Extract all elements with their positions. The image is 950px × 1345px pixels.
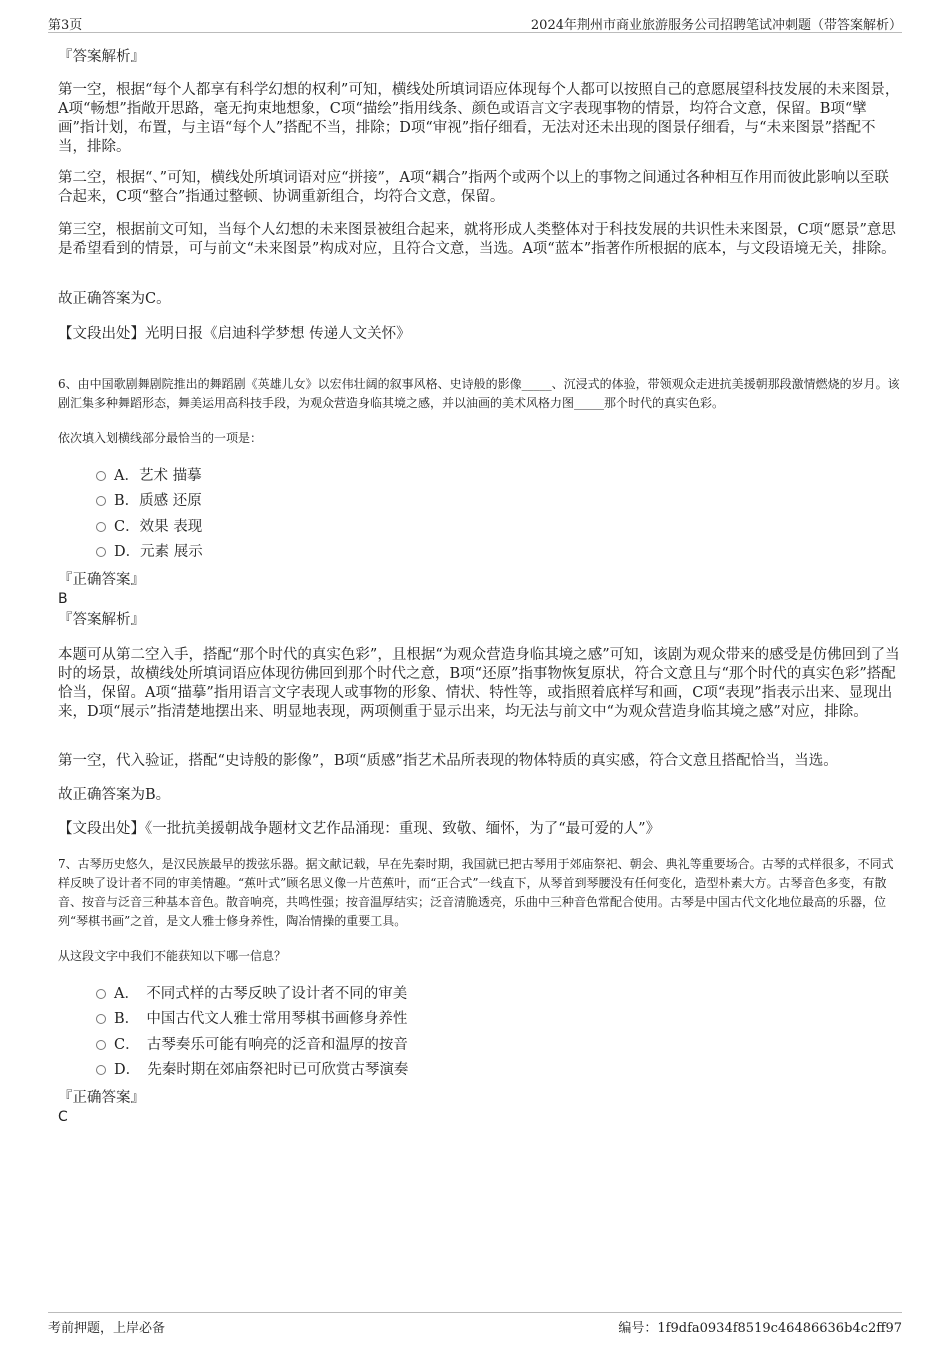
q6-option-b-label: B．质感 还原 (114, 493, 202, 509)
q6-answer-label: 『正确答案』 (58, 572, 145, 588)
q7-option-b-label: B． 中国古代文人雅士常用琴棋书画修身养性 (114, 1011, 408, 1027)
q6-option-c-label: C．效果 表现 (114, 519, 203, 535)
q7-option-a-label: A． 不同式样的古琴反映了设计者不同的审美 (114, 986, 408, 1002)
q7-stem: 7、古琴历史悠久，是汉民族最早的拨弦乐器。据文献记载，早在先秦时期，我国就已把古琴用于郊庙祭祀、朝会、典礼等重要场合。古琴的式样很多，不同式样反映了设计者不同的审美情趣。“蕉叶式”顾名思义像一片芭蕉叶，而“正合式”一线直下，从琴首到琴腰没有任何变化，造型朴素大方。古琴音色多变，有散音、按音与泛音三种基本音色。散音响亮，共鸣性强；按音温厚结实；泛音清脆透亮，乐曲中三种音色常配合使用。古琴是中国古代文化地位最高的乐器，位列“琴棋书画”之首，是文人雅士修身养性，陶冶情操的重要工具。 (58, 857, 894, 928)
q7-option-d-label: D． 先秦时期在郊庙祭祀时已可欣赏古琴演奏 (114, 1062, 409, 1078)
q5-analysis-paragraph-3: 第三空，根据前文可知，当每个人幻想的未来图景被组合起来，就将形成人类整体对于科技发展的共识性未来图景，C项“愿景”意思是希望看到的情景，可与前文“未来图景”构成对应，且符合文意，当选。A项“蓝本”指著作所根据的底本，与文段语境无关，排除。 (58, 222, 896, 257)
q6-answer-summary: 故正确答案为B。 (58, 787, 171, 803)
q5-analysis-paragraph-1: 第一空，根据“每个人都享有科学幻想的权利”可知，横线处所填词语应体现每个人都可以按照自己的意愿展望科技发展的未来图景，A项“畅想”指敞开思路，毫无拘束地想象，C项“描绘”指用线条、颜色或语言文字表现事物的情景，均符合文意，保留。B项“擘画”指计划，布置，与主语“每个人”搭配不当，排除；D项“审视”指仔细看，无法对还未出现的图景仔细看，与“未来图景”搭配不当，排除。 (58, 82, 900, 155)
q6-option-d[interactable] (96, 542, 203, 562)
page-footer (48, 1312, 902, 1336)
footer-slogan: 考前押题，上岸必备 (48, 1321, 166, 1336)
q6-option-b[interactable] (96, 491, 202, 511)
page-header (48, 12, 902, 33)
radio-icon[interactable] (96, 1065, 106, 1075)
document-id: 编号：1f9dfa0934f8519c46486636b4c2ff97 (618, 1321, 902, 1336)
q6-option-d-label: D．元素 展示 (114, 544, 203, 560)
q6-stem: 6、由中国歌剧舞剧院推出的舞蹈剧《英雄儿女》以宏伟壮阔的叙事风格、史诗般的影像_____、沉浸式的体验，带领观众走进抗美援朝那段激情燃烧的岁月。该剧汇集多种舞蹈形态，舞美运用高科技手段，为观众营造身临其境之感，并以油画的美术风格力图_____那个时代的真实色彩。 (58, 377, 900, 410)
radio-icon[interactable] (96, 547, 106, 557)
radio-icon[interactable] (96, 1040, 106, 1050)
q6-source: 【文段出处】《一批抗美援朝战争题材文艺作品涌现：重现、致敬、缅怀，为了“最可爱的人”》 (58, 821, 661, 837)
document-title: 2024年荆州市商业旅游服务公司招聘笔试冲刺题（带答案解析） (530, 18, 902, 33)
q7-answer: C (58, 1109, 68, 1125)
q6-analysis-paragraph-2: 第一空，代入验证，搭配“史诗般的影像”，B项“质感”指艺术品所表现的物体特质的真实感，符合文意且搭配恰当，当选。 (58, 753, 838, 769)
q5-answer-summary: 故正确答案为C。 (58, 291, 171, 307)
q6-option-c[interactable] (96, 517, 202, 537)
radio-icon[interactable] (96, 1014, 106, 1024)
q6-analysis-label: 『答案解析』 (58, 612, 145, 628)
q6-answer: B (58, 591, 68, 607)
q7-option-c[interactable] (96, 1035, 408, 1055)
q6-prompt: 依次填入划横线部分最恰当的一项是： (58, 431, 263, 445)
q6-option-a[interactable] (96, 466, 202, 486)
q7-answer-label: 『正确答案』 (58, 1090, 145, 1106)
radio-icon[interactable] (96, 989, 106, 999)
q7-option-c-label: C． 古琴奏乐可能有响亮的泛音和温厚的按音 (114, 1037, 408, 1053)
q5-source: 【文段出处】光明日报《启迪科学梦想 传递人文关怀》 (58, 326, 411, 342)
q7-option-d[interactable] (96, 1060, 408, 1080)
q6-analysis-paragraph-1: 本题可从第二空入手，搭配“那个时代的真实色彩”，且根据“为观众营造身临其境之感”可知，该剧为观众带来的感受是仿佛回到了当时的场景，故横线处所填词语应体现彷佛回到那个时代之意，B项“还原”指事物恢复原状，符合文意且与“那个时代的真实色彩”搭配恰当，保留。A项“描摹”指用语言文字表现人或事物的形象、情状、特性等，或指照着底样写和画，C项“表现”指表示出来、显现出来，D项“展示”指清楚地摆出来、明显地表现，两项侧重于显示出来，均无法与前文中“为观众营造身临其境之感”对应，排除。 (58, 647, 900, 720)
page-number: 第3页 (48, 18, 83, 33)
radio-icon[interactable] (96, 471, 106, 481)
q7-option-b[interactable] (96, 1009, 407, 1029)
radio-icon[interactable] (96, 522, 106, 532)
q5-analysis-paragraph-2: 第二空，根据“、”可知，横线处所填词语对应“拼接”，A项“耦合”指两个或两个以上的事物之间通过各种相互作用而彼此影响以至联合起来，C项“整合”指通过整顿、协调重新组合，均符合文意，保留。 (58, 170, 889, 205)
q6-option-a-label: A．艺术 描摹 (114, 468, 202, 484)
q5-analysis-label: 『答案解析』 (58, 49, 145, 65)
q7-option-a[interactable] (96, 984, 407, 1004)
q7-prompt: 从这段文字中我们不能获知以下哪一信息？ (58, 949, 287, 963)
radio-icon[interactable] (96, 496, 106, 506)
